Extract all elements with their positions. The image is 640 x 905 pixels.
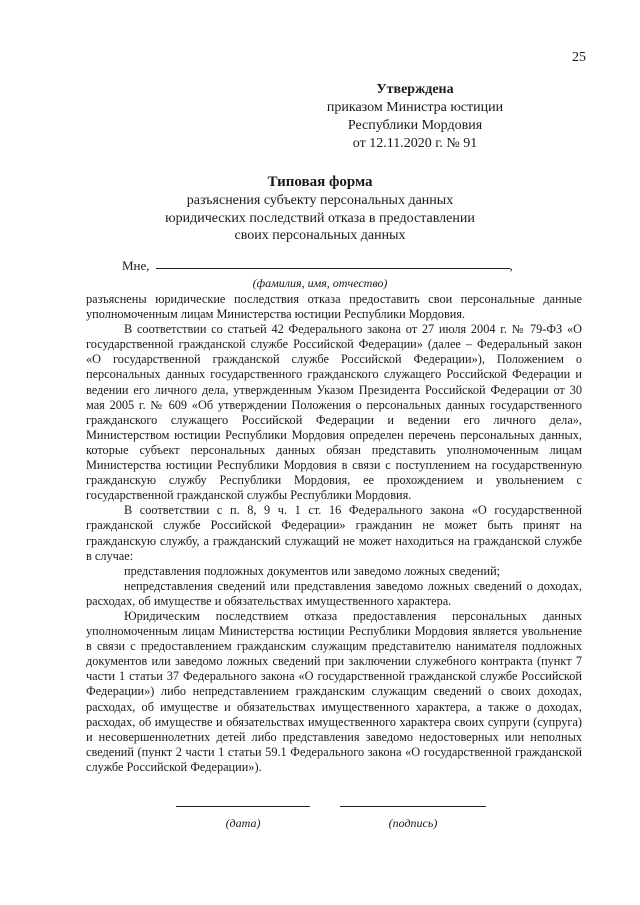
date-fill-line[interactable] <box>176 806 310 807</box>
signature-fill-line[interactable] <box>340 806 486 807</box>
paragraph: В соответствии со статьей 42 Федерального закона от 27 июля 2004 г. № 79-ФЗ «О государственной гражданской службе Российской Федерации» (далее – Федеральный закон «О государственной гражданской службе Российской Федерации»), Положением о персональных данных государственного гражданского служащего Российской Федерации и ведении его личного дела, утвержденным Указом Президента Российской Федерации от 30 мая 2005 г. № 609 «Об утверждении Положения о персональных данных государственного гражданского служащего Российской Федерации и ведении его личного дела», Министерством юстиции Республики Мордовия определен перечень персональных данных, которые субъект персональных данных обязан представить уполномоченным лицам Министерства юстиции Республики Мордовия в связи с поступлением на государственную гражданскую службу Республики Мордовия, ее прохождением и увольнением с государственной гражданской службы Республики Мордовия. <box>86 322 582 503</box>
name-field-prefix: Мне, <box>122 258 150 273</box>
paragraph: разъяснены юридические последствия отказа предоставить свои персональные данные уполномоченным лицам Министерства юстиции Республики Мордовия. <box>86 292 582 322</box>
name-field-suffix: , <box>509 258 513 273</box>
form-subtitle-line: разъяснения субъекту персональных данных <box>186 193 454 208</box>
body-text <box>86 292 582 775</box>
name-field-hint: (фамилия, имя, отчество) <box>252 276 388 290</box>
page-number: 25 <box>572 50 586 65</box>
approval-title: Утверждена <box>376 82 454 97</box>
form-subtitle-line: своих персональных данных <box>234 228 406 243</box>
form-title: Типовая форма <box>267 174 373 190</box>
paragraph: В соответствии с п. 8, 9 ч. 1 ст. 16 Федерального закона «О государственной гражданской службе Российской Федерации» гражданин не может быть принят на гражданскую службу, а гражданский служащий не может находиться на гражданской службе в случае: <box>86 503 582 563</box>
approval-line-order: приказом Министра юстиции <box>326 100 504 115</box>
approval-line-date: от 12.11.2020 г. № 91 <box>352 136 478 151</box>
form-subtitle-line: юридических последствий отказа в предоставлении <box>165 210 475 226</box>
signature-label: (подпись) <box>388 816 438 830</box>
name-field <box>122 258 513 274</box>
paragraph: Юридическим последствием отказа предоставления персональных данных уполномоченным лицам Министерства юстиции Республики Мордовия является увольнение в связи с предоставлением гражданским служащим представителю нанимателя подложных документов или заведомо ложных сведений при заключении служебного контракта (пункт 7 части 1 статьи 37 Федерального закона «О государственной гражданской службе Российской Федерации») либо непредставлением гражданским служащим сведений о своих доходах, расходах, об имуществе и обязательствах имущественного характера, а также о доходах, расходах, об имуществе и обязательствах имущественного характера своих супруги (супруга) и несовершеннолетних детей либо представления заведомо недостоверных или неполных сведений (пункт 2 части 1 статьи 59.1 Федерального закона «О государственной гражданской службе Российской Федерации»). <box>86 608 582 774</box>
date-label: (дата) <box>225 816 261 830</box>
form-subtitle <box>0 192 640 245</box>
paragraph: представления подложных документов или заведомо ложных сведений; <box>124 563 501 578</box>
paragraph: непредставления сведений или представления заведомо ложных сведений о доходах, расходах, об имуществе и обязательствах имущественного характера. <box>86 578 582 608</box>
approval-line-republic: Республики Мордовия <box>347 118 483 133</box>
name-fill-line[interactable] <box>156 268 510 269</box>
